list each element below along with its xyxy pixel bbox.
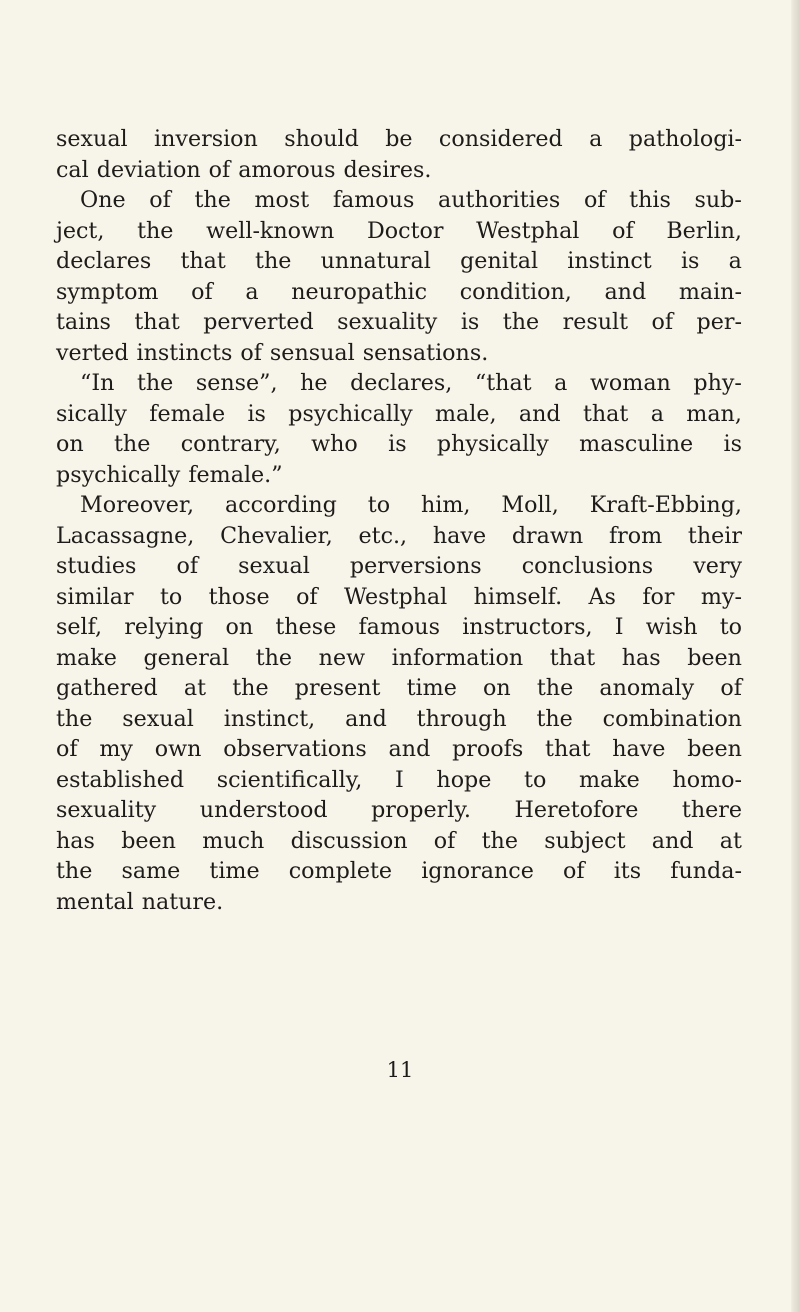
text-word: scientifically,: [216, 766, 363, 793]
text-word: the: [114, 431, 151, 457]
text-word: deviation: [96, 156, 201, 183]
text-word: my-: [700, 583, 742, 610]
text-word: own: [154, 736, 202, 762]
text-word: desires.: [343, 156, 432, 183]
text-word: is: [388, 431, 407, 457]
text-word: from: [608, 522, 663, 549]
text-word: and: [651, 827, 694, 854]
text-word: have: [432, 522, 487, 549]
text-word: amorous: [238, 156, 336, 183]
text-word: and: [604, 278, 647, 305]
text-word: instinct,: [223, 705, 316, 732]
text-word: the: [255, 248, 292, 274]
text-word: phy-: [693, 370, 742, 396]
text-word: Berlin,: [666, 217, 742, 244]
text-line: [56, 704, 742, 735]
text-word: Lacassagne,: [56, 522, 195, 549]
text-line: [56, 246, 742, 277]
text-line: [56, 185, 742, 216]
text-word: female.”: [188, 461, 283, 488]
text-word: main-: [678, 278, 742, 305]
text-word: Heretofore: [514, 797, 639, 823]
text-word: their: [687, 522, 742, 549]
text-word: complete: [288, 858, 393, 884]
text-word: the: [232, 675, 269, 701]
text-line: [56, 521, 742, 552]
text-word: that: [549, 644, 596, 671]
text-word: sexuality: [337, 309, 438, 335]
text-word: pathologi-: [628, 126, 742, 152]
text-word: authorities: [437, 187, 561, 213]
text-word: drawn: [511, 522, 584, 549]
text-line: [56, 734, 742, 765]
text-line: [56, 429, 742, 460]
text-line: [56, 551, 742, 582]
text-word: masculine: [579, 431, 694, 457]
text-word: well-known: [206, 217, 335, 244]
text-word: “that: [474, 370, 532, 396]
text-word: of: [612, 217, 634, 244]
text-word: same: [121, 858, 181, 884]
text-word: properly.: [371, 797, 471, 823]
text-word: female: [149, 400, 226, 427]
text-word: been: [121, 827, 176, 854]
text-word: at: [719, 827, 742, 854]
text-word: of: [191, 278, 213, 305]
text-word: understood: [199, 797, 328, 823]
text-word: considered: [438, 126, 563, 152]
text-word: a: [650, 400, 664, 427]
text-word: a: [589, 126, 603, 152]
text-word: perverted: [203, 309, 314, 335]
text-word: instincts: [136, 339, 233, 366]
text-word: the: [255, 644, 293, 671]
text-word: nature.: [141, 888, 224, 915]
text-word: of: [149, 187, 171, 213]
text-word: my: [99, 736, 133, 762]
text-word: make: [56, 644, 117, 671]
text-word: of: [720, 675, 742, 701]
text-word: As: [588, 583, 616, 610]
text-word: psychically: [56, 461, 181, 488]
text-word: male,: [434, 400, 497, 427]
text-word: there: [681, 797, 742, 823]
text-line: [56, 460, 742, 491]
text-word: proofs: [452, 736, 524, 762]
text-word: general: [143, 644, 230, 671]
text-word: a: [728, 248, 742, 274]
text-word: been: [687, 736, 742, 762]
text-word: him,: [421, 492, 471, 518]
text-word: present: [294, 675, 381, 701]
text-word: wish: [645, 614, 698, 640]
text-line: [56, 368, 742, 399]
text-line: [56, 307, 742, 338]
text-word: tains: [56, 309, 111, 335]
text-line: [56, 582, 742, 613]
text-word: much: [202, 827, 265, 854]
text-word: of: [56, 736, 78, 762]
text-line: [56, 856, 742, 887]
page-number: 11: [386, 1058, 414, 1082]
text-word: sexual: [56, 126, 128, 152]
text-word: a: [554, 370, 568, 396]
text-word: Doctor: [367, 217, 444, 244]
text-word: the: [536, 675, 574, 701]
text-word: and: [388, 736, 431, 762]
text-line: [56, 338, 742, 369]
text-word: declares: [56, 248, 152, 274]
text-word: make: [578, 766, 640, 793]
text-word: I: [614, 614, 624, 640]
text-word: etc.,: [358, 522, 408, 549]
text-line: [56, 490, 742, 521]
text-line: [56, 399, 742, 430]
text-word: genital: [460, 248, 539, 274]
text-word: new: [318, 644, 366, 671]
text-word: sub-: [694, 187, 742, 213]
text-word: of: [562, 858, 585, 884]
text-word: on: [56, 431, 84, 457]
text-word: sensual: [269, 339, 355, 366]
text-word: “In: [80, 370, 115, 396]
text-word: neuropathic: [291, 278, 428, 305]
text-line: [56, 612, 742, 643]
text-line: [56, 216, 742, 247]
text-word: information: [391, 644, 524, 671]
text-word: himself.: [473, 583, 563, 610]
text-word: very: [693, 553, 742, 579]
text-word: is: [723, 431, 742, 457]
text-word: funda-: [670, 858, 742, 884]
text-word: Chevalier,: [220, 522, 333, 549]
text-word: ject,: [56, 217, 105, 244]
page-edge: [791, 0, 800, 1312]
text-word: is: [680, 248, 700, 274]
text-line: [56, 826, 742, 857]
text-word: the: [194, 187, 231, 213]
text-word: that: [180, 248, 226, 274]
text-word: of: [433, 827, 456, 854]
text-word: have: [612, 736, 666, 762]
text-word: sexual: [238, 553, 310, 579]
text-word: inversion: [154, 126, 258, 152]
text-word: he: [300, 370, 328, 396]
text-word: the: [137, 217, 174, 244]
text-word: observations: [223, 736, 367, 762]
text-word: sexual: [122, 705, 194, 732]
text-word: of: [583, 187, 606, 213]
text-word: per-: [696, 309, 742, 335]
text-word: gathered: [56, 675, 158, 701]
text-word: the: [56, 705, 93, 732]
text-word: One: [80, 187, 126, 213]
text-word: sensations.: [362, 339, 489, 366]
text-word: of: [296, 583, 318, 610]
text-line: [56, 155, 742, 186]
text-word: discussion: [290, 827, 408, 854]
text-word: those: [208, 583, 270, 610]
text-word: through: [416, 705, 507, 732]
text-word: time: [406, 675, 457, 701]
text-word: that: [134, 309, 180, 335]
text-word: I: [395, 766, 404, 793]
text-word: perversions: [349, 553, 482, 579]
text-word: cal: [56, 156, 89, 183]
text-word: to: [524, 766, 547, 793]
text-line: [56, 765, 742, 796]
text-word: result: [562, 309, 629, 335]
text-word: its: [613, 858, 642, 884]
text-word: on: [483, 675, 511, 701]
text-word: man,: [686, 400, 742, 427]
text-word: and: [518, 400, 561, 427]
text-word: established: [56, 766, 185, 793]
text-word: famous: [332, 187, 415, 213]
text-word: anomaly: [599, 675, 695, 701]
text-word: ignorance: [421, 858, 534, 884]
text-word: condition,: [459, 278, 572, 305]
text-word: the: [502, 309, 540, 335]
text-word: be: [385, 126, 413, 152]
text-word: the: [536, 705, 573, 732]
text-word: according: [225, 492, 337, 518]
text-word: to: [719, 614, 742, 640]
text-word: famous: [358, 614, 440, 640]
text-word: instinct: [567, 248, 652, 274]
text-word: Westphal: [344, 583, 448, 610]
text-word: a: [245, 278, 259, 305]
text-word: and: [345, 705, 387, 732]
text-word: time: [209, 858, 260, 884]
text-line: [56, 887, 742, 918]
text-word: hope: [436, 766, 492, 793]
text-word: Moll,: [501, 492, 559, 518]
text-word: has: [56, 827, 95, 854]
text-word: of: [240, 339, 262, 366]
text-word: the: [136, 370, 174, 396]
text-word: sexuality: [56, 797, 157, 823]
text-word: conclusions: [521, 553, 654, 579]
text-word: physically: [436, 431, 549, 457]
text-line: [56, 795, 742, 826]
text-word: relying: [124, 614, 204, 640]
text-word: most: [254, 187, 310, 213]
body-text: [56, 124, 742, 917]
text-word: that: [582, 400, 629, 427]
text-word: of: [208, 156, 231, 183]
text-word: these: [275, 614, 337, 640]
text-word: sense”,: [195, 370, 278, 396]
text-word: self,: [56, 614, 103, 640]
text-word: the: [56, 858, 93, 884]
text-word: instructors,: [462, 614, 593, 640]
text-word: mental: [56, 888, 134, 915]
text-line: [56, 673, 742, 704]
text-word: the: [481, 827, 518, 854]
text-word: to: [367, 492, 391, 518]
text-word: Kraft-Ebbing,: [589, 492, 742, 518]
text-word: has: [621, 644, 661, 671]
text-word: on: [225, 614, 254, 640]
text-word: studies: [56, 553, 137, 579]
text-word: symptom: [56, 278, 159, 305]
text-word: Westphal: [476, 217, 580, 244]
text-word: woman: [589, 370, 671, 396]
text-word: is: [247, 400, 266, 427]
text-word: unnatural: [320, 248, 431, 274]
text-word: of: [651, 309, 674, 335]
text-word: Moreover,: [80, 492, 195, 518]
text-word: should: [284, 126, 359, 152]
text-line: [56, 124, 742, 155]
text-word: been: [687, 644, 742, 671]
text-word: to: [159, 583, 183, 610]
text-line: [56, 643, 742, 674]
text-word: is: [460, 309, 480, 335]
text-word: subject: [544, 827, 626, 854]
text-word: sically: [56, 400, 127, 427]
text-word: this: [629, 187, 671, 213]
text-line: [56, 277, 742, 308]
text-word: that: [545, 736, 591, 762]
text-word: homo-: [672, 766, 742, 793]
text-word: similar: [56, 583, 134, 610]
text-word: declares,: [350, 370, 453, 396]
text-word: contrary,: [180, 431, 281, 457]
text-word: combination: [602, 705, 742, 732]
text-word: at: [183, 675, 207, 701]
text-word: who: [311, 431, 358, 457]
text-word: verted: [56, 339, 129, 366]
text-word: for: [642, 583, 675, 610]
text-word: of: [176, 553, 199, 579]
text-word: psychically: [288, 400, 413, 427]
